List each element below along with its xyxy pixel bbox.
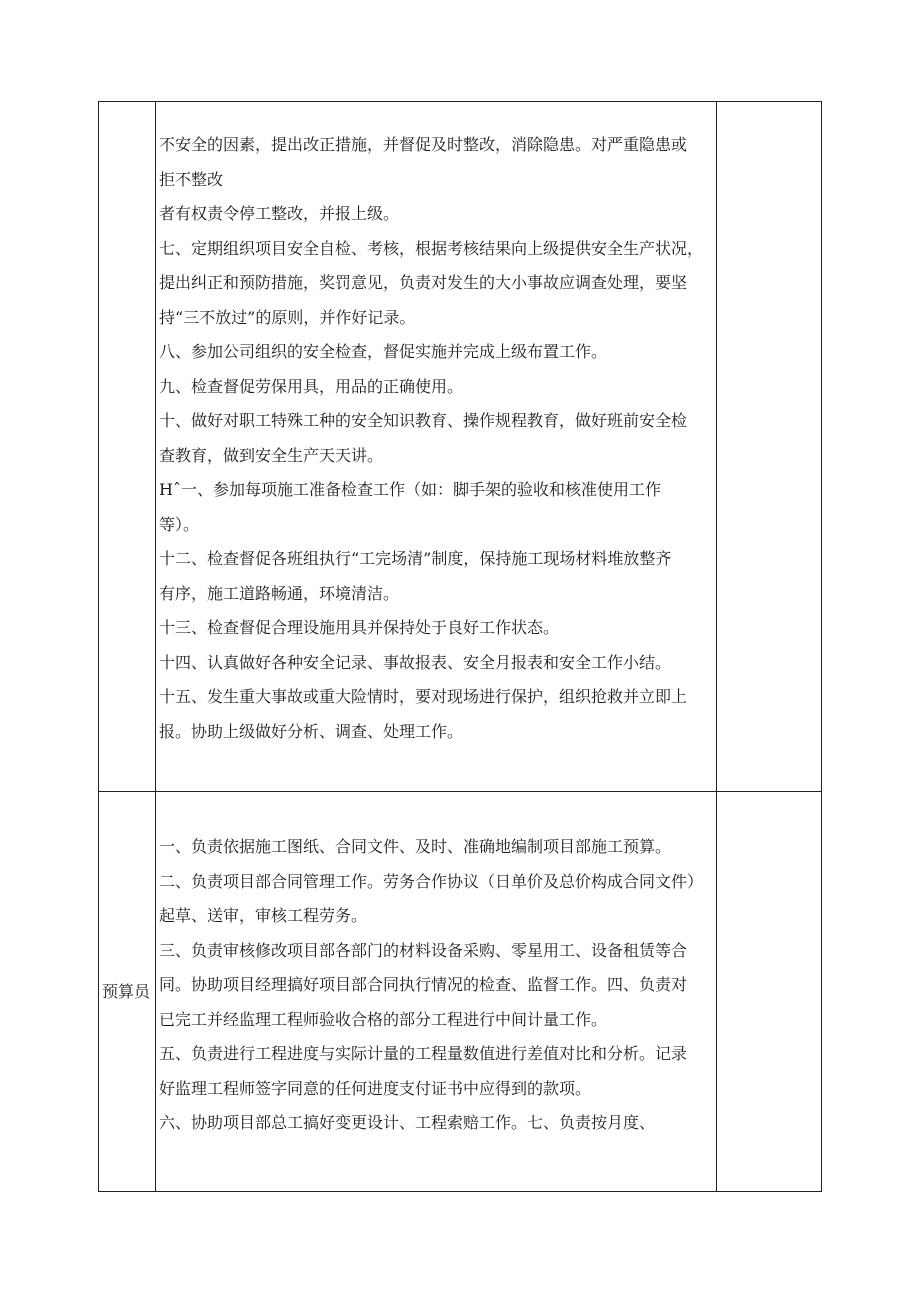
duty-line: 八、参加公司组织的安全检查，督促实施并完成上级布置工作。 bbox=[159, 342, 608, 361]
duty-line: 一、负责依据施工图纸、合同文件、及时、准确地编制项目部施工预算。 bbox=[159, 837, 672, 856]
duty-line: 查教育，做到安全生产天天讲。 bbox=[159, 445, 384, 465]
duty-line: 者有权责令停工整改，并报上级。 bbox=[159, 204, 400, 223]
duty-line: 等）。 bbox=[159, 514, 200, 534]
duty-line: 拒不整改 bbox=[159, 169, 224, 189]
table-row-safety bbox=[99, 102, 822, 792]
duties-cell-budget bbox=[156, 792, 717, 1192]
responsibility-table bbox=[98, 101, 822, 1192]
duty-line: 五、负责进行工程进度与实际计量的工程量数值进行差值对比和分析。记录 bbox=[159, 1044, 688, 1063]
note-cell bbox=[717, 792, 822, 1192]
duty-line: 十、做好对职工特殊工种的安全知识教育、操作规程教育，做好班前安全检 bbox=[159, 411, 688, 430]
duty-line: 九、检查督促劳保用具，用品的正确使用。 bbox=[159, 376, 464, 396]
duty-line: 不安全的因素，提出改正措施，并督促及时整改，消除隐患。对严重隐患或 bbox=[159, 135, 688, 154]
note-cell bbox=[717, 102, 822, 792]
table-row-budget bbox=[99, 792, 822, 1192]
duty-line: 报。协助上级做好分析、调查、处理工作。 bbox=[159, 721, 464, 741]
duty-line: 十四、认真做好各种安全记录、事故报表、安全月报表和安全工作小结。 bbox=[159, 652, 672, 672]
duty-line: 已完工并经监理工程师验收合格的部分工程进行中间计量工作。 bbox=[159, 1009, 608, 1029]
duty-line: 好监理工程师签字同意的任何进度支付证书中应得到的款项。 bbox=[159, 1078, 592, 1098]
duty-line: 持“三不放过”的原则，并作好记录。 bbox=[159, 307, 416, 327]
role-cell-empty bbox=[99, 102, 156, 792]
duty-line: 十二、检查督促各班组执行“工完场清”制度，保持施工现场材料堆放整齐 bbox=[159, 549, 672, 568]
duty-line: 同。协助项目经理搞好项目部合同执行情况的检查、监督工作。四、负责对 bbox=[159, 975, 688, 994]
role-cell-budget-clerk: 预算员 bbox=[99, 792, 156, 1192]
duty-line: 十五、发生重大事故或重大险情时，要对现场进行保护，组织抢救并立即上 bbox=[159, 687, 688, 706]
duty-line: 起草、送审，审核工程劳务。 bbox=[159, 906, 368, 925]
duty-line: 提出纠正和预防措施，奖罚意见，负责对发生的大小事故应调查处理，要坚 bbox=[159, 273, 688, 292]
duty-line: 二、负责项目部合同管理工作。劳务合作协议（日单价及总价构成合同文件） bbox=[159, 871, 704, 891]
duty-line: Hˆ一、参加每项施工准备检查工作（如：脚手架的验收和核准使用工作 bbox=[159, 480, 661, 499]
duties-cell-safety bbox=[156, 102, 717, 792]
duty-line: 有序，施工道路畅通，环境清洁。 bbox=[159, 583, 400, 603]
duty-line: 七、定期组织项目安全自检、考核，根据考核结果向上级提供安全生产状况， bbox=[159, 238, 704, 258]
duty-line: 六、协助项目部总工搞好变更设计、工程索赔工作。七、负责按月度、 bbox=[159, 1113, 656, 1132]
duty-line: 十三、检查督促合理设施用具并保持处于良好工作状态。 bbox=[159, 618, 560, 637]
duty-line: 三、负责审核修改项目部各部门的材料设备采购、零星用工、设备租赁等合 bbox=[159, 940, 688, 960]
